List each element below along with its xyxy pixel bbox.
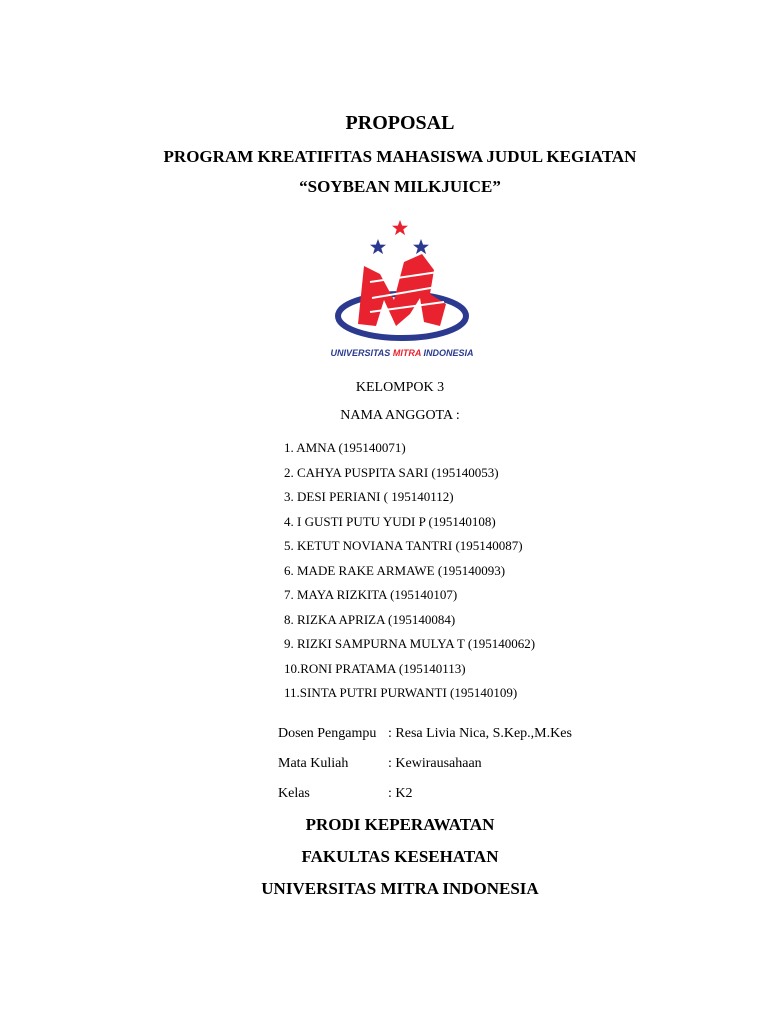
list-item: 7. MAYA RIZKITA (195140107) bbox=[284, 587, 458, 602]
list-item: 3. DESI PERIANI ( 195140112) bbox=[284, 489, 454, 504]
ribbon-m-shape bbox=[358, 254, 446, 326]
university-name: UNIVERSITAS MITRA INDONESIA bbox=[261, 879, 539, 898]
list-item: 5. KETUT NOVIANA TANTRI (195140087) bbox=[284, 538, 523, 553]
star-icon-top bbox=[392, 220, 408, 235]
study-program: PRODI KEPERAWATAN bbox=[305, 815, 495, 834]
list-item: 11.SINTA PUTRI PURWANTI (195140109) bbox=[284, 685, 518, 700]
lecturer-value: : Resa Livia Nica, S.Kep.,M.Kes bbox=[388, 726, 572, 741]
class-label: Kelas bbox=[278, 786, 310, 801]
course-row bbox=[278, 756, 482, 772]
members-label: NAMA ANGGOTA : bbox=[340, 408, 460, 423]
lecturer-row bbox=[278, 726, 572, 742]
faculty: FAKULTAS KESEHATAN bbox=[301, 847, 499, 866]
list-item: 4. I GUSTI PUTU YUDI P (195140108) bbox=[284, 513, 496, 529]
group-label: KELOMPOK 3 bbox=[355, 380, 445, 395]
program-line: PROGRAM KREATIFITAS MAHASISWA JUDUL KEGIATAN bbox=[163, 147, 637, 166]
list-item: 8. RIZKA APRIZA (195140084) bbox=[284, 611, 456, 627]
class-row bbox=[278, 786, 413, 802]
university-logo bbox=[330, 214, 474, 370]
proposal-title: PROPOSAL bbox=[345, 112, 455, 134]
star-icon-left bbox=[370, 239, 386, 254]
class-value: : K2 bbox=[388, 786, 413, 801]
list-item: 6. MADE RAKE ARMAWE (195140093) bbox=[284, 562, 506, 578]
course-label: Mata Kuliah bbox=[278, 756, 349, 771]
list-item: 2. CAHYA PUSPITA SARI (195140053) bbox=[284, 464, 499, 480]
star-icon-right bbox=[413, 239, 429, 254]
activity-title: “SOYBEAN MILKJUICE” bbox=[299, 177, 501, 196]
member-list bbox=[284, 436, 535, 706]
list-item: 9. RIZKI SAMPURNA MULYA T (195140062) bbox=[284, 636, 536, 651]
course-value: : Kewirausahaan bbox=[388, 756, 482, 771]
list-item: 1. AMNA (195140071) bbox=[284, 440, 406, 455]
logo-caption: UNIVERSITAS MITRA INDONESIA bbox=[330, 348, 474, 358]
list-item: 10.RONI PRATAMA (195140113) bbox=[284, 660, 466, 676]
lecturer-label: Dosen Pengampu bbox=[278, 726, 377, 741]
